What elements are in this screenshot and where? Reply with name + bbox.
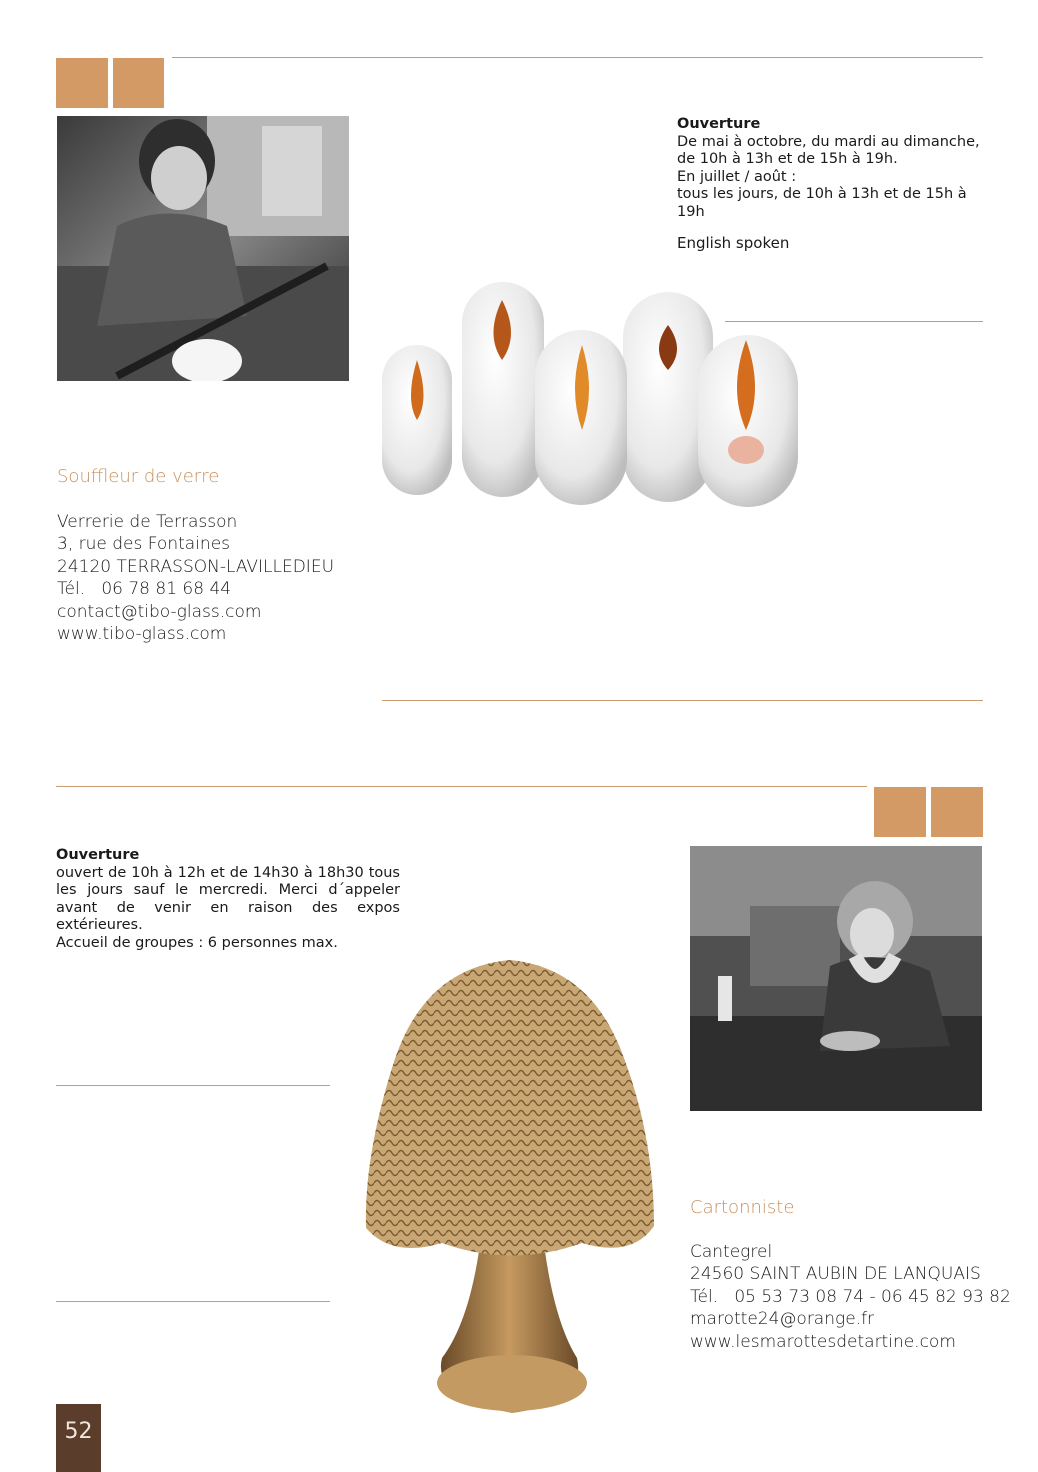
phone-number[interactable]: 05 53 73 08 74 - 06 45 82 93 82 — [734, 1286, 1011, 1307]
city: 24560 SAINT AUBIN DE LANQUAIS — [690, 1264, 981, 1285]
glassblower-photo — [57, 116, 349, 381]
phone-label: Tél. — [57, 579, 86, 600]
section-rule — [56, 786, 867, 787]
category-label: Souffleur de verre — [57, 466, 220, 487]
entry-number: 60 — [62, 65, 102, 100]
opening-hours — [677, 116, 987, 253]
phone-label: Tél. — [690, 1286, 719, 1307]
phone-number[interactable]: 06 78 81 68 44 — [101, 579, 232, 600]
opening-line: tous les jours, de 10h à 13h et de 15h à 19h — [677, 186, 967, 220]
phone-line — [690, 1286, 1011, 1308]
website-link[interactable]: www.lesmarottesdetartine.com — [690, 1331, 956, 1352]
groups-note: Accueil de groupes : 6 personnes max. — [56, 934, 338, 951]
cardboard-artisan-photo — [690, 846, 982, 1111]
grid-ref: D7 — [935, 794, 979, 829]
page-number-box — [56, 1404, 101, 1472]
opening-heading: Ouverture — [56, 847, 140, 863]
grid-ref-badge — [931, 787, 983, 837]
email-link[interactable]: marotte24@orange.fr — [690, 1309, 875, 1330]
grid-ref: H5 — [117, 65, 160, 100]
divider — [56, 1085, 330, 1086]
top-rule — [172, 57, 983, 58]
entry-number-badge — [56, 58, 108, 108]
business-name: Cantegrel — [690, 1242, 773, 1262]
language-note: English spoken — [677, 234, 790, 252]
opening-line: En juillet / août : — [677, 168, 797, 185]
opening-text: ouvert de 10h à 12h et de 14h30 à 18h30 tous les jours sauf le mercredi. Merci d´appeler avant de venir en raison des expos extérieures. — [56, 864, 400, 933]
entry-number: 61 — [880, 794, 920, 829]
opening-line: De mai à octobre, du mardi au dimanche, — [677, 133, 980, 150]
email-link[interactable]: contact@tibo-glass.com — [57, 601, 262, 622]
phone-line — [57, 578, 334, 600]
business-name: Verrerie de Terrasson — [57, 512, 238, 532]
glass-sculptures-photo — [380, 280, 800, 510]
divider — [56, 1301, 330, 1302]
opening-hours — [56, 847, 400, 952]
street: 3, rue des Fontaines — [57, 534, 231, 555]
cardboard-sculpture-photo — [362, 958, 658, 1420]
address-block — [57, 511, 334, 645]
page-number: 52 — [64, 1419, 93, 1444]
opening-line: de 10h à 13h et de 15h à 19h. — [677, 151, 898, 167]
website-link[interactable]: www.tibo-glass.com — [57, 624, 227, 645]
opening-heading: Ouverture — [677, 116, 761, 132]
entry-number-badge — [874, 787, 926, 837]
city: 24120 TERRASSON-LAVILLEDIEU — [57, 556, 335, 577]
divider — [382, 700, 983, 701]
address-block — [690, 1241, 1011, 1353]
grid-ref-badge — [113, 58, 164, 108]
category-label: Cartonniste — [690, 1197, 795, 1218]
